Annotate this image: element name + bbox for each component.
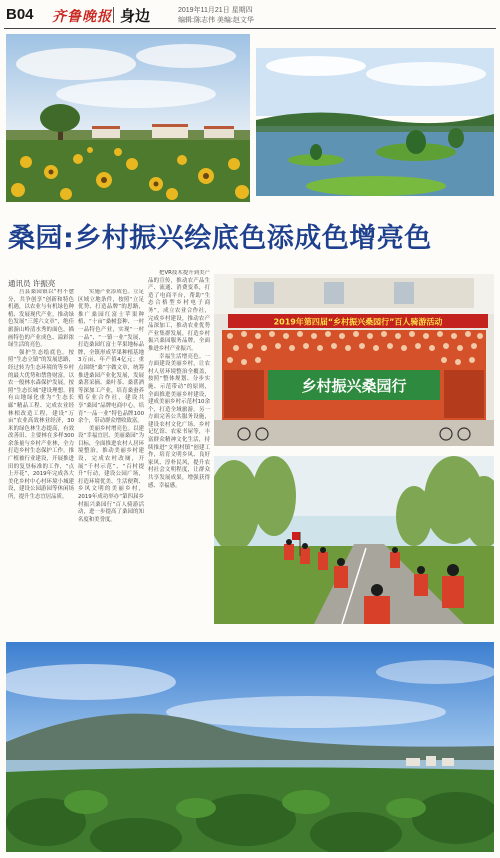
header-rule	[4, 28, 496, 29]
article-column-2	[78, 289, 144, 625]
banner-front-text: 乡村振兴桑园行	[301, 377, 407, 395]
article-column-3	[148, 270, 210, 625]
paragraph: 莒县桑园镇以“村不愈分，共争创享”创新和特色机遇，以农业与有机绿色种植、发展现代产业，推动绿色发展“三莲六文章”，绝佳旅游山岭清水秀的面色，描画特色的产业成色、溢彩浓绿生活的亮色。	[8, 289, 74, 349]
photo-sunflower-field	[6, 34, 250, 202]
banner-top-text: 2019年第四届“乡村振兴桑园行”百人骑游活动	[273, 317, 443, 327]
page-header	[0, 0, 500, 30]
paragraph: 幸福生活增亮色。一方面建设美丽乡村，让农村人居环境整治全覆盖，按照“整体规划、分步实施、示范带动”的原则，全面推进美丽乡村建设，建成美丽乡村示范村10余个，打造全域旅游。另一方面完善公共服务设施，建设农村文化广场、乡村记忆馆、农家书屋等，丰富群众精神文化生活，持续推进“文明村镇”创建工作，培育文明乡风、良好家风、淳朴民风，提升农村社会文明程度，让群众共享发展成果，增强获得感、幸福感。	[148, 353, 210, 489]
paragraph: 强护生态绘底色。按照“生态立镇”的发展思路，经过转为生态环境的等乡村的最大优势和禁鲁财富。以农一般林水森保护发展，按照“生态长城”建设理想，拥有山地绿化重为“生态长廊”精品工程、完成农业经林相改造工程，建设“万亩”农业高效林业经济，30米的绿色林生态提高，有效改善田、主要林在多样300余条量与乡村产业林，全力打造乡村生态保护工作，推广植被行业建设，开展推进田的复垦标准的工作，“点上开花”，2019年完成各大美化乡村中心村环境小城建设，建设公园游园等休闲场所，提升生态宜居品质。	[8, 349, 74, 501]
paragraph: 美丽乡村增亮色。以建设“幸福宜居、美丽桑园”为目标，全面推进农村人居环境整治，推动美丽乡村建设，完成农村改厕，开展“千村示范”、“百村提升”行动，建设公园广场，打造环境优美、生活便利、乡风文明的美丽乡村，2019年成功举办“第四届乡村振兴桑园行”百人骑游活动，进一步提高了桑园的知名度和美誉度。	[78, 425, 144, 523]
paper-logo: 齐鲁晚报	[52, 9, 112, 25]
article-column-1	[8, 289, 74, 625]
paragraph: 把VR技术提升到美产品的宣传，推动农产品生产、流通、消费变革，打造了电商平台，帮助“生态合格型乡村电子商务”，成立农业合作社，完成乡村建设，推动农产品深加工，推动农业优势产业集群发展，打造乡村振兴桑园服务品牌，全面推进乡村产业振兴。	[148, 270, 210, 352]
header-divider	[113, 7, 114, 23]
photo-cyclist-group	[214, 274, 494, 446]
section-title: 身边	[120, 7, 151, 25]
page-number: B04	[6, 6, 34, 23]
photo-wetland-lake	[256, 48, 494, 196]
photo-cyclists-riding	[214, 456, 494, 624]
byline: 通讯员 许振亮	[8, 279, 56, 288]
photo-lake-panorama	[6, 642, 494, 852]
editor-line: 编辑:陈志伟 美编:赵文华	[178, 17, 254, 24]
headline: 桑园:乡村振兴绘底色添成色增亮色	[8, 223, 432, 254]
paragraph: 实施产业添成色。立足区域立地条件，按照“立足优势、打造品牌”的思路，推广桑园红富士苹果种植，“十亩”桑树套种、一村一品特色产业，实现“一村一品”、“一镇一业”发展，打造桑园红富士苹果地标品牌，全镇形成苹果种植基地3万亩、年产值4亿元；重点围绕“桑”字做文章，统筹推进桑园产业化发展，发展桑葚采摘、桑叶茶、桑葚酒等深加工产业，培育桑蚕养殖专业合作社，建设共享“桑园”品牌电商中心，培育“一品一业”特色品牌100余个，带动群众增收致富。	[78, 289, 144, 425]
date-line: 2019年11月21日 星期四	[178, 7, 253, 14]
